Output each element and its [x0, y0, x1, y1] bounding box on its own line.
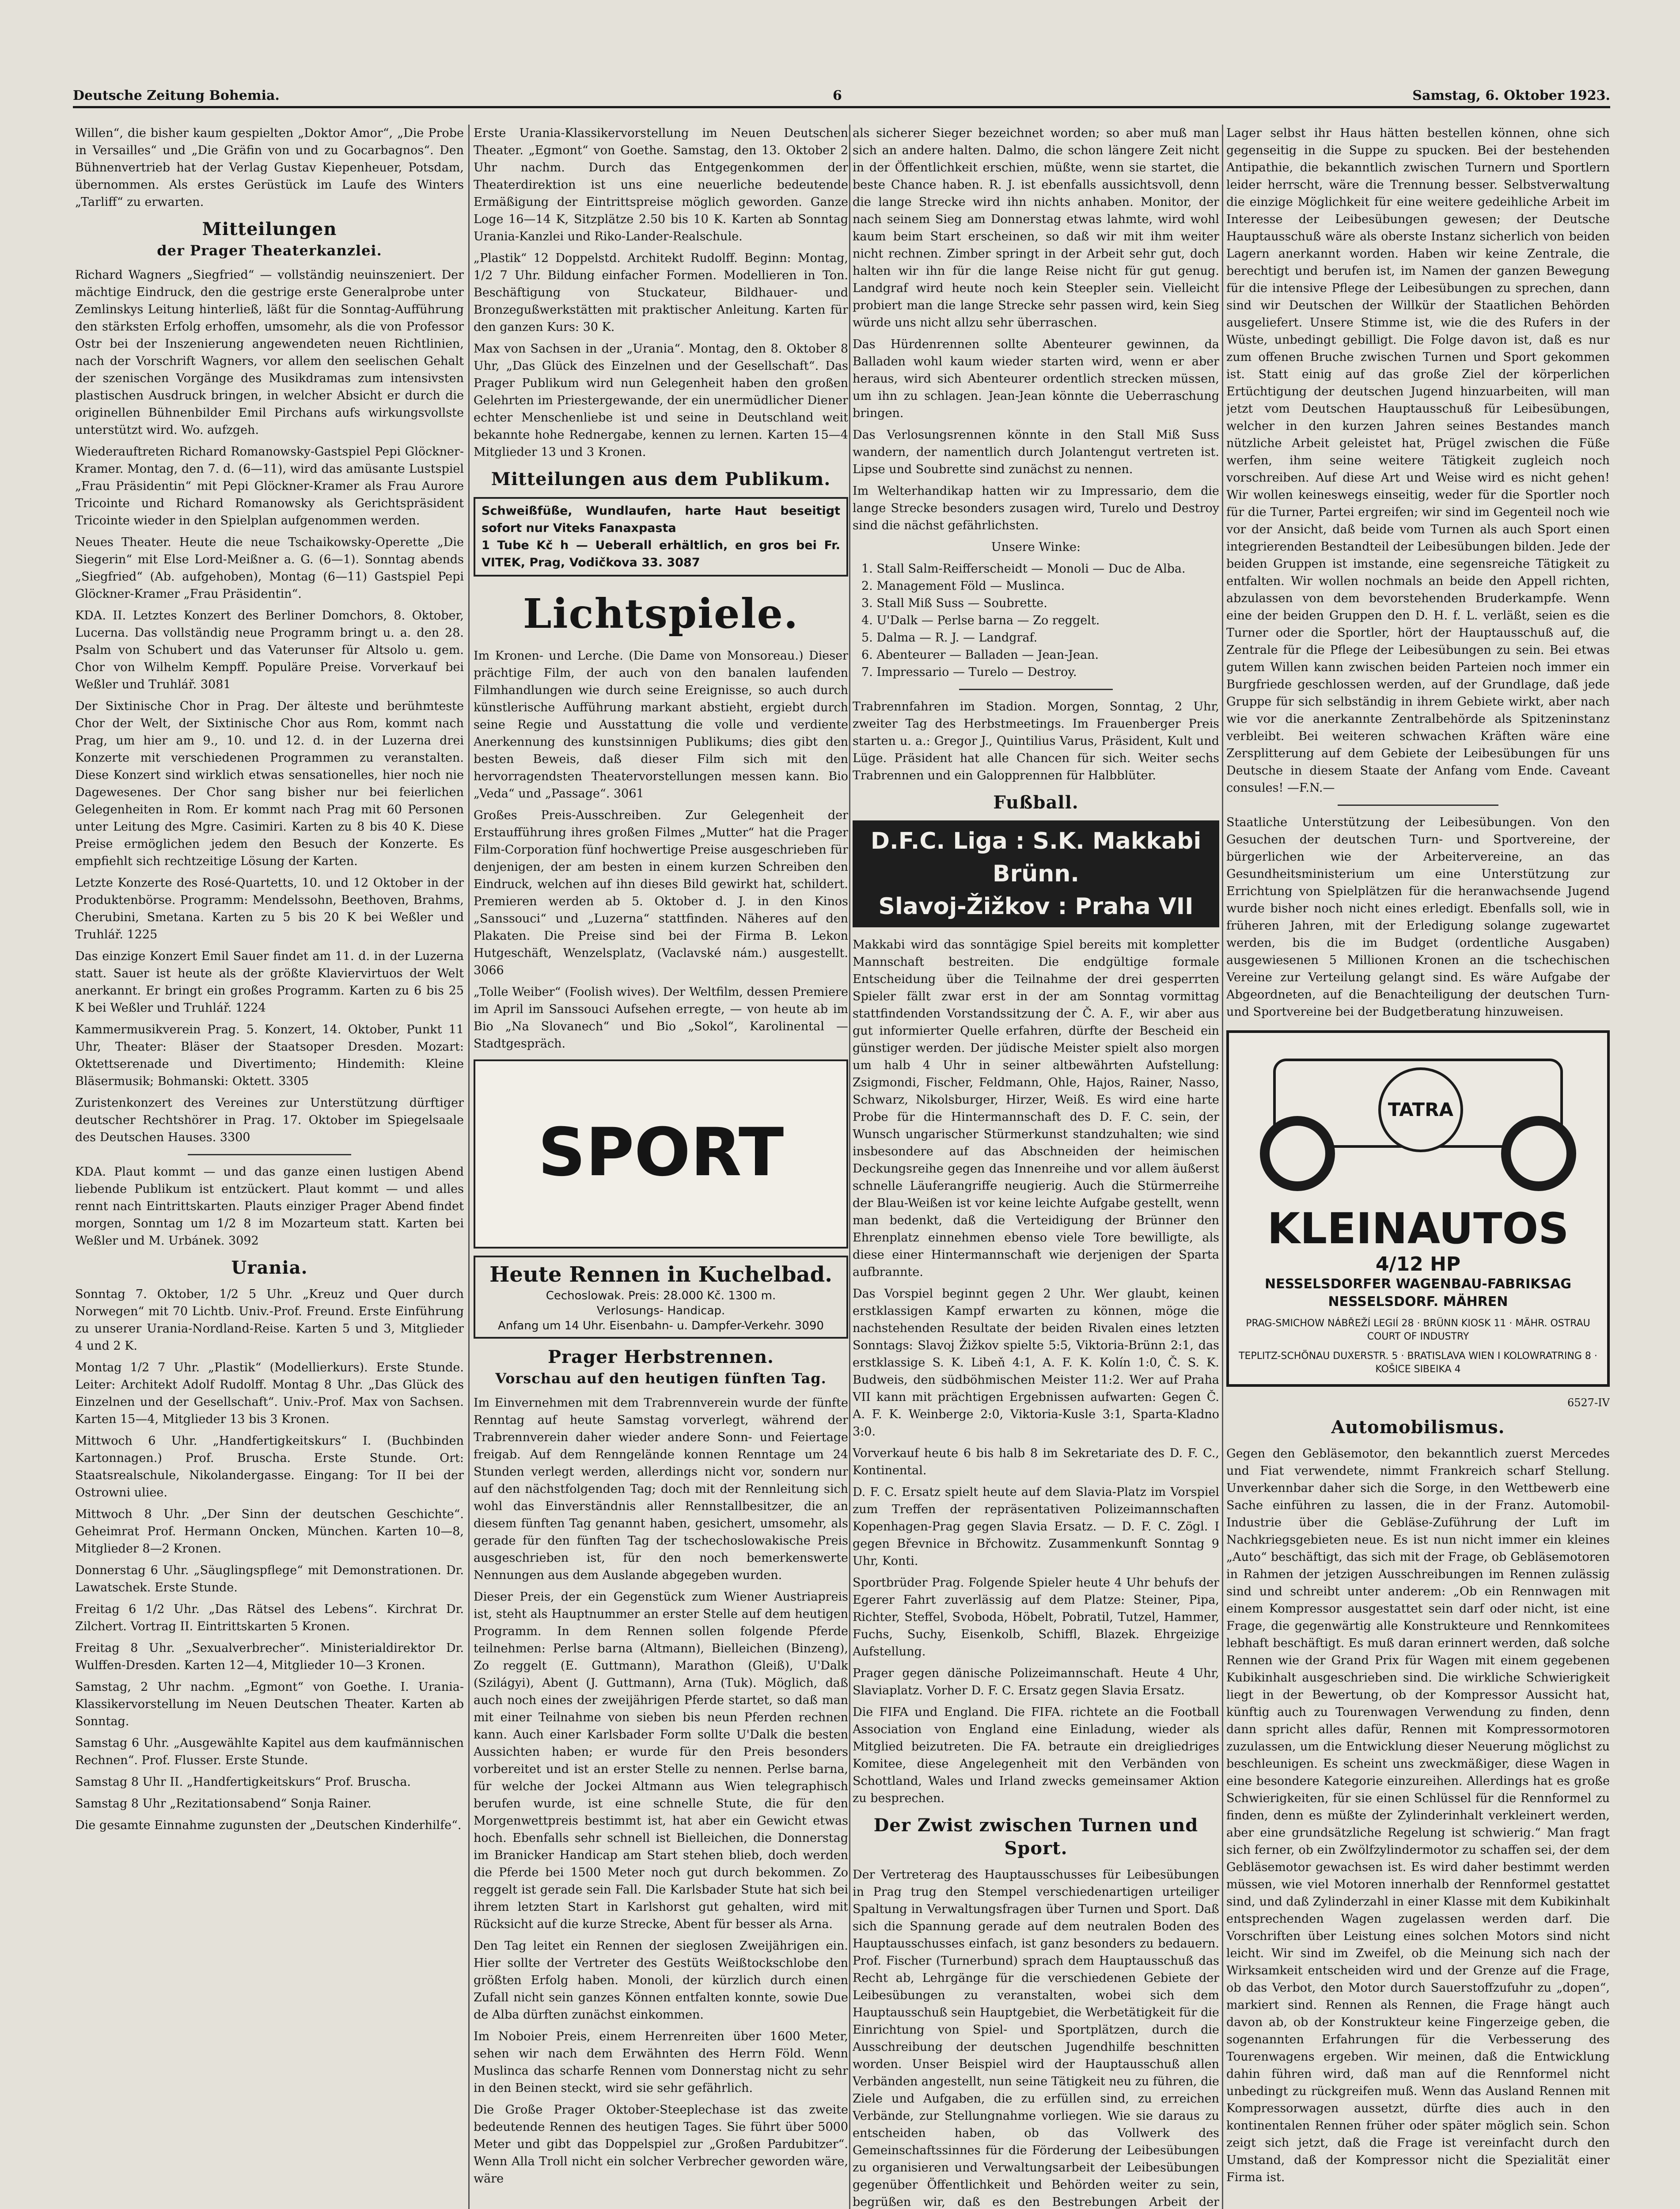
ad-branches: PRAG-SMICHOW NÁBŘEŽÍ LEGIÍ 28 · BRÜNN KIOSK 11 · MÄHR. OSTRAU COURT OF INDUSTRY — [1246, 1318, 1590, 1342]
article-text: Gegen den Gebläsemotor, den bekanntlich zuerst Mercedes und Fiat verwendete, nimmt Frankreich scharf Stellung. Unverkennbar daher sich die Sorge, in den Wettbewerb eine Sache einführen zu lassen, die in der Franz. Automobil-Industrie über die Gebläse-Zuführung der Luft im Nachkriegsgebieten neue. Es ist nun nicht immer ein kleines „Auto“ beschäftigt, das sich mit der Frage, ob Gebläsemotoren in Rahmen der jetzigen Ausschreibungen im Rennen zulässig sind und schreibt unter anderem: „Ob ein Rennwagen mit einem Kompressor ausgestattet sein darf oder nicht, ist eine Frage, die gegenwärtig alle Konstrukteure und Rennkomitees lebhaft beschäftigt. Es muß daran erinnert werden, daß solche Rennen wie der Grand Prix für Wagen mit einem gegebenen Kubikinhalt ausgeschrieben sind. Die wirkliche Schwierigkeit liegt in der Bewertung, ob der Kompressor Aussicht hat, künftig auch zu Tourenwagen Verwendung zu finden, denn dann spricht alles dafür, Rennen mit Kompressormotoren zuzulassen, um die Entwicklung dieser Neuerung möglichst zu beschleunigen. Es scheint uns zweckmäßiger, diese Wagen in eine besondere Kategorie einzureihen. Allerdings hat es große Schwierigkeiten, für sie einen Schlüssel für die Rennformel zu finden, denn es müßte der Zylinderinhalt verkleinert werden, aber eine grundsätzliche Regelung ist schwierig.“ Man fragt sich ferner, ob ein Zwölfzylindermotor zu schaffen sei, der dem Gebläsemotor gewachsen ist. Es wird daher bestimmt werden müssen, wie viel Motoren innerhalb der Rennformel gestattet sind, und daß Zylinderzahl in einer Klasse mit dem Kubikinhalt entsprechenden Wagen zugelassen werden darf. Die Vorschriften über Leistung eines solchen Motors sind nicht leicht. Wir sind im Zweifel, ob die Meinung sich nach der Wirksamkeit entscheiden wird und der Grenze auf die Frage, ob das Verbot, den Motor durch Sauerstoffzufuhr zu „dopen“, markiert sind. Rennen als Rennen, die Frage hängt auch davon ab, ob der Konstrukteur keine Fingerzeige geben, die sogenannten Erfahrungen für die Verbesserung des Tourenwagens ergeben. Wir meinen, daß die Entwicklung dahin führen wird, daß man auf die Rennformel nicht unbedingt zu rückgreifen muß. Wenn das Ausland Rennen mit Kompressorwagen aussetzt, dürfte dies auch in den kontinentalen Rennen früher oder später möglich sein. Schon zeigt sich jetzt, daß die Frage ist vereinfacht durch den Umstand, daß der Kompressor nicht die Spezialität einer Firma ist. — [1226, 1447, 1610, 2184]
article-text: Die gesamte Einnahme zugunsten der „Deutschen Kinderhilfe“. — [75, 1818, 462, 1832]
article-text: Das Hürdenrennen sollte Abenteurer gewinnen, da Balladen wohl kaum wieder starten wird, wenn er aber heraus, wird sich Abenteurer ordentlich strecken müssen, um ihn zu schlagen. Jean-Jean könnte die Ueberraschung bringen. — [853, 338, 1219, 420]
article-text: als sicherer Sieger bezeichnet worden; so aber muß man sich an andere halten. Dalmo, die schon längere Zeit nicht in der Öffentlichkeit erschien, müßte, wenn sie startet, die beste Chance haben. R. J. ist ebenfalls aussichtsvoll, denn die lange Strecke wird ihn nichts anhaben. Monitor, der nach seinem Sieg am Donnerstag etwas lahmte, wird wohl kaum beim Start erscheinen, so daß wir mit ihm weiter nicht rechnen. Zimber springt in der Arbeit sehr gut, doch halten wir ihn für die lange Reise nicht für gut genug. Landgraf wird heute noch kein Steepler sein. Vielleicht probiert man die lange Strecke sehr passen wird, kein Sieg würde uns nicht allzu sehr überraschen. — [853, 126, 1219, 330]
article-text: KDA. II. Letztes Konzert des Berliner Domchors, 8. Oktober, Lucerna. Das vollständig neue Programm bringt u. a. den 28. Psalm von Schubert und das Vaterunser für Altsolo u. gem. Chor von Wilhelm Kempff. Populäre Preise. Vorverkauf bei Weßler und Truhlář. 3081 — [75, 609, 464, 691]
article-text: Im Welterhandikap hatten wir zu Impressario, dem die lange Strecke besonders zusagen wird, Turelo und Destroy sind die nächst gefährlichsten. — [853, 484, 1219, 532]
section-heading: Automobilismus. — [1331, 1417, 1505, 1438]
race-advertisement — [474, 1256, 848, 1339]
race-detail: Cechoslowak. Preis: 28.000 Kč. 1300 m. — [546, 1289, 776, 1302]
article-text: Samstag 6 Uhr. „Ausgewählte Kapitel aus dem kaufmännischen Rechnen“. Prof. Flusser. Erste Stunde. — [75, 1736, 464, 1767]
race-title: Heute Rennen in Kuchelbad. — [489, 1262, 832, 1287]
article-text: Sonntag 7. Oktober, 1/2 5 Uhr. „Kreuz und Quer durch Norwegen“ mit 70 Lichtb. Univ.-Prof. Freund. Erste Einführung zu unserer Urania-Nordland-Reise. Karten 5 und 3, Mitglieder 4 und 2 K. — [75, 1287, 464, 1353]
article-text: Prager gegen dänische Polizeimannschaft. Heute 4 Uhr, Slaviaplatz. Vorher D. F. C. Ersatz gegen Slavia Ersatz. — [853, 1666, 1219, 1697]
article-text: Das einzige Konzert Emil Sauer findet am 11. d. in der Luzerna statt. Sauer ist heute als der größte Klaviervirtuos der Welt anerkannt. Er bringt ein großes Programm. Karten zu 6 bis 25 K bei Weßler und Truhlář. 1224 — [75, 949, 464, 1015]
article-text: Samstag 8 Uhr „Rezitationsabend“ Sonja Rainer. — [75, 1797, 372, 1810]
article-text: Freitag 6 1/2 Uhr. „Das Rätsel des Lebens“. Kirchrat Dr. Zilchert. Vortrag II. Eintrittskarten 5 Kronen. — [75, 1602, 464, 1633]
ad-title: KLEINAUTOS — [1267, 1204, 1569, 1253]
section-heading: Mitteilungen aus dem Publikum. — [491, 469, 831, 490]
section-heading — [474, 1346, 848, 1388]
match-banner — [853, 820, 1219, 927]
article-text: D. F. C. Ersatz spielt heute auf dem Slavia-Platz im Vorspiel zum Treffen der repräsentativen Polizeimannschaften Kopenhagen-Prag gegen Slavia Ersatz. — D. F. C. Zögl. I gegen Břevnice in Břchowitz. Zusammenkunft Sonntag 9 Uhr, Konti. — [853, 1485, 1219, 1568]
header-date: Samstag, 6. Oktober 1923. — [1412, 88, 1610, 103]
ad-branches: TEPLITZ-SCHÖNAU DUXERSTR. 5 · BRATISLAVA WIEN I KOLOWRATRING 8 · KOŠICE SIBEIKA 4 — [1239, 1351, 1597, 1375]
article-text: Wiederauftreten Richard Romanowsky-Gastspiel Pepi Glöckner-Kramer. Montag, den 7. d. (6—11), wird das amüsante Lustspiel „Frau Präsidentin“ mit Pepi Glöckner-Kramer als Frau Aurore Tricointe und Richard Romanowsky als Gerichtspräsident Tricointe wieder in den Spielplan aufgenommen werden. — [75, 445, 464, 528]
tips-title: Unsere Winke: — [991, 540, 1081, 554]
article-text: Der Sixtinische Chor in Prag. Der älteste und berühmteste Chor der Welt, der Sixtinische Chor aus Rom, kommt nach Prag, um hier am 9., 10. und 12. d. in der Luzerna drei Konzerte mit verschiedenen Programmen zu veranstalten. Diese Konzert sind wirklich etwas sensationelles, hier noch nie Dagewesenes. Der Chor sang bisher nur bei feierlichen Gelegenheiten in Rom. Er kommt nach Prag mit 60 Personen unter Leitung des Mgre. Casimiri. Karten zu 8 bis 40 K. Diese Preise ermöglichen jedem den Besuch der Konzerte. Es empfiehlt sich rechtzeitige Lösung der Karten. — [75, 699, 464, 868]
article-text: Willen“, die bisher kaum gespielten „Doktor Amor“, „Die Probe in Versailles“ und „Die Gräfin von und zu Gocarbagnos“. Den Bühnenvertrieb hat der Verlag Gustav Kiepenheuer, Potsdam, übernommen. Als erstes Gerüstück im Laufe des Winters „Tarliff“ zu erwarten. — [75, 126, 464, 209]
tatra-advertisement — [1226, 1030, 1610, 1387]
car-wheel — [1260, 1116, 1335, 1191]
article-text: Zuristenkonzert des Vereines zur Unterstützung dürftiger deutscher Rechtshörer in Prag. 17. Oktober im Spiegelsaale des Deutschen Hauses. 3300 — [75, 1096, 464, 1144]
match-banner-line: D.F.C. Liga : S.K. Makkabi Brünn. — [870, 828, 1202, 887]
article-text: Samstag, 2 Uhr nachm. „Egmont“ von Goethe. I. Urania-Klassikervorstellung im Neuen Deutschen Theater. Karten ab Sonntag. — [75, 1680, 464, 1728]
section-heading: Urania. — [231, 1257, 308, 1278]
article-text: Montag 1/2 7 Uhr. „Plastik“ (Modellierkurs). Erste Stunde. Leiter: Architekt Adolf Rudolff. Montag 8 Uhr. „Das Glück des Einzelnen und der Gesellschaft“. Univ.-Prof. Max von Sachsen. Karten 15—4, Mitglieder 13 bis 3 Kronen. — [75, 1361, 464, 1426]
article-text: Den Tag leitet ein Rennen der sieglosen Zweijährigen ein. Hier sollte der Vertreter des Gestüts Weißtockschlobe den größten Erfolg haben. Monoli, der kürzlich durch einen Zufall nicht sein ganzes Können entfalten konnte, sowie Due de Alba dürften zunächst einkommen. — [474, 1939, 848, 2022]
article-text: Samstag 8 Uhr II. „Handfertigkeitskurs“ Prof. Bruscha. — [75, 1775, 411, 1789]
article-text: Max von Sachsen in der „Urania“. Montag, den 8. Oktober 8 Uhr, „Das Glück des Einzelnen und der Gesellschaft“. Das Prager Publikum wird nun Gelegenheit haben den großen Gelehrten im Priestergewande, der ein unermüdlicher Diener echter Menschenliebe ist und seine in Deutschland weit bekannte hohe Rednergabe, kennen zu lernen. Karten 15—4 Mitglieder 13 und 3 Kronen. — [474, 342, 848, 459]
article-text: Letzte Konzerte des Rosé-Quartetts, 10. und 12 Oktober in der Produktenbörse. Programm: Mendelssohn, Beethoven, Brahms, Cherubini, Smetana. Karten zu 5 bis 20 K bei Weßler und Truhlář. 1225 — [75, 876, 464, 941]
ad-text: Schweißfüße, Wundlaufen, harte Haut beseitigt sofort nur Viteks Fanaxpasta — [482, 504, 840, 535]
article-text: Richard Wagners „Siegfried“ — vollständig neuinszeniert. Der mächtige Eindruck, den die gestrige erste Generalprobe unter Zemlinskys Leitung hinterließ, läßt für die Sonntag-Aufführung den stärksten Erfolg erhoffen, umsomehr, als die von Professor Ostr bei der Inszenierung angewendeten neuen Richtlinien, nach der Vorschrift Wagners, vor allem den seelischen Gehalt der szenischen Vorgänge des Musikdramas zum intensivsten plastischen Ausdruck bringen, in welcher Absicht er durch die originellen Bühnenbilder Emil Pirchans aufs wirkungsvollste unterstützt wird. Wo. aufzgeh. — [75, 268, 464, 437]
article-text: Makkabi wird das sonntägige Spiel bereits mit kompletter Mannschaft bestreiten. Die endgültige formale Entscheidung über die Teilnahme der drei gesperrten Spieler fällt zwar erst in der am Sonntag vormittag stattfindenden Vorstandssitzung der Č. A. F., wir aber aus gut informierter Quelle erfahren, dürfte der Bescheid ein günstiger werden. Der jüdische Meister spielt also morgen um halb 4 Uhr in seiner altbewährten Aufstellung: Zsigmondi, Fischer, Feldmann, Ohle, Hajos, Rainer, Nasso, Schwarz, Nikolsburger, Hirzer, Weiß. Es wird eine harte Probe für die Hintermannschaft des D. F. C. sein, der Wunsch ungarischer Stürmerkunst standzuhalten; wie sind insbesondere auf das Abschneiden der heimischen Deckungsreihe gegen das Innenreihe und vor allem äußerst schnelle Läuferangriffe neugierig. Auch die Stürmerreihe der Blau-Weißen ist vor keine leichte Aufgabe gestellt, wenn man bedenkt, daß die Verteidigung der Brünner den Ehrenplatz einnehmen ebenso viele Tore bewilligte, als diese einer Hintermannschaft wie derjenigen der Sparta aufbrannte. — [853, 938, 1219, 1279]
article-text: Das Verlosungsrennen könnte in den Stall Miß Suss wandern, der namentlich durch Jolantengut vertreten ist. Lipse und Soubrette sind zunächst zu nennen. — [853, 428, 1219, 476]
advertisement-box — [474, 497, 848, 577]
column-1 — [75, 125, 464, 2209]
page-header — [73, 87, 1610, 108]
article-text: „Tolle Weiber“ (Foolish wives). Der Weltfilm, dessen Premiere im April im Sanssouci Aufsehen erregte, — von heute ab im Bio „Na Slovanech“ und Bio „Sokol“, Karolinental — Stadtgespräch. — [474, 985, 848, 1051]
article-text: Freitag 8 Uhr. „Sexualverbrecher“. Ministerialdirektor Dr. Wulffen-Dresden. Karten 12—4, Mitglieder 10—3 Kronen. — [75, 1641, 464, 1672]
article-text: Im Noboier Preis, einem Herrenreiten über 1600 Meter, sehen wir nach dem Erwähnten des Herrn Föld. Wenn Muslinca das scharfe Rennen vom Donnerstag nicht zu sehr in den Beinen steckt, wird sie sehr gefährlich. — [474, 2030, 848, 2095]
article-text: Erste Urania-Klassikervorstellung im Neuen Deutschen Theater. „Egmont“ von Goethe. Samstag, den 13. Oktober 2 Uhr nachm. Durch das Entgegenkommen der Theaterdirektion ist uns eine neuerliche bedeutende Ermäßigung der Eintrittspreise möglich geworden. Ganze Loge 16—14 K, Sitzplätze 2.50 bis 10 K. Karten ab Sonntag Urania-Kanzlei und Riko-Lander-Realschule. — [474, 126, 848, 243]
article-text: Staatliche Unterstützung der Leibesübungen. Von den Gesuchen der deutschen Turn- und Sportvereine, der bürgerlichen wie der Arbeitervereine, an das Gesundheitsministerium um eine Unterstützung zur Errichtung von Spielplätzen für die heranwachsende Jugend wurde bisher noch nicht eines erledigt. Ebenfalls soll, wie in früheren Jahren, mit der Erledigung solange zugewartet werden, bis die im Budget (ordentliche Ausgaben) ausgewiesenen 5 Millionen Kronen an die tschechischen Vereine zur Verteilung gelangt sind. Es wäre Aufgabe der Abgeordneten, auf die Benachteiligung der deutschen Turn- und Sportvereine bei der Budgetberatung hinzuweisen. — [1226, 816, 1610, 1019]
article-text: Dieser Preis, der ein Gegenstück zum Wiener Austriapreis ist, steht als Hauptnummer an erster Stelle auf dem heutigen Programm. In dem Rennen sollen folgende Pferde teilnehmen: Perlse barna (Altmann), Bielleichen (Binzeng), Zo reggelt (E. Guttmann), Marathon (Gleiß), U'Dalk (Szilágyi), Abent (J. Guttmann), Arna (Tuk). Möglich, daß auch noch eines der zweijährigen Pferde startet, so daß man mit einer Teilnahme von sieben bis neun Pferden rechnen kann. Auch einer Karlsbader Form sollte U'Dalk die besten Aussichten haben; er wurde für den Preis besonders vorbereitet und ist an erster Stelle zu nennen. Perlse barna, für welche der Jockei Altmann aus Wien telegraphisch berufen wurde, ist eine schnelle Stute, die für den Morgenwettpreis bestimmt ist, hat aber ein Gewicht etwas hoch. Ebenfalls sehr schnell ist Bielleichen, die Donnerstag im Branicker Handicap am Start stehen blieb, doch werden die Pferde bei 1500 Meter noch gut durch bekommen. Zo reggelt ist gerade sein Fall. Die Karlsbader Stute hat sich bei ihrem letzten Start in Karlshorst gut gehalten, wird mit Rücksicht auf die kurze Strecke, Abent für besser als Arna. — [474, 1590, 848, 1931]
match-banner-line: Slavoj-Žižkov : Praha VII — [878, 893, 1194, 920]
tatra-logo: TATRA — [1378, 1067, 1463, 1152]
article-text: Sportbrüder Prag. Folgende Spieler heute 4 Uhr behufs der Egerer Fahrt zuverlässig auf dem Platze: Steiner, Pipa, Richter, Steffel, Svoboda, Höbelt, Pobratil, Tutzel, Hammer, Fuchs, Suchy, Eisenkolb, Schiffl, Blazek. Ehrgeizige Aufstellung. — [853, 1576, 1219, 1659]
article-text: KDA. Plaut kommt — und das ganze einen lustigen Abend liebende Publikum ist entzückert. Plaut kommt — und alles rennt nach Eintrittskarten. Plauts einziger Prager Abend findet morgen, Sonntag um 1/2 8 im Mozarteum statt. Karten bei Weßler und M. Urbánek. 3092 — [75, 1165, 464, 1248]
ad-company: NESSELSDORFER WAGENBAU-FABRIKSAG — [1265, 1276, 1571, 1292]
section-heading: Fußball. — [993, 792, 1079, 813]
article-text: Im Einvernehmen mit dem Trabrennverein wurde der fünfte Renntag auf heute Samstag vorverlegt, während der Trabrennverein daher wieder andere Sonn- und Feiertage freigab. Auf dem Renngelände konnen Renntage um 24 Stunden verlegt werden, allerdings nicht vor, sondern nur auf den nächstfolgenden Tag; doch mit der Rennleitung sich wohl das Einverständnis aller Rennstallbesitzer, die an diesem fünften Tag genannt haben, gesichert, umsomehr, als gerade für den fünften Tag der tschechoslowakische Preis ausgeschrieben ist, für den noch bemerkenswerte Nennungen aus dem Auslande abgegeben wurden. — [474, 1396, 848, 1582]
article-text: Der Vertreterag des Hauptausschusses für Leibesübungen in Prag trug den Stempel verschiedenartigen urteiliger Spaltung in Verwaltungsfragen über Turnen und Sport. Daß sich die Spannung gerade auf dem neutralen Boden des Hauptausschusses einfach, ist ganz besonders zu bedauern. Prof. Fischer (Turnerbund) sprach dem Hauptausschuß das Recht ab, Lehrgänge für die verschiedenen Gebiete der Leibesübungen zu veranstalten, wobei sich dem Hauptausschuß sein Hauptgebiet, die Werbetätigkeit für die Einrichtung von Spiel- und Sportplätzen, durch die Ausschreibung der deutschen Jugendhilfe beschnitten worden. Unser Beispiel wird der Hauptausschuß allen Verbänden angestellt, nun seine Tätigkeit neu zu führen, die Ziele und Aufgaben, die zu erfüllen sind, zu erreichen Verbände, zur Stellungnahme vorliegen. Wie sie daraus zu entscheiden haben, ob das Vollwerk des Gemeinschaftssinnes für die Förderung der Leibesübungen zu organisieren und Verwaltungsarbeit der Leibesübungen gegenüber Öffentlichkeit und Behörden weiter zu sein, begrüßen wir, daß es den Bestrebungen Arbeit der — [853, 1868, 1219, 2209]
section-subtitle: der Prager Theaterkanzlei. — [157, 242, 382, 259]
header-page-number: 6 — [833, 88, 842, 103]
column-rule — [849, 125, 850, 2209]
tips-list: 1. Stall Salm-Reifferscheidt — Monoli — Duc de Alba. 2. Management Föld — Muslinca. 3. Stall Miß Suss — Soubrette. 4. U'Dalk — Perlse barna — Zo reggelt. 5. Dalma — R. J. — Landgraf. 6. Abenteurer — Balladen — Jean-Jean. 7. Impressario — Turelo — Destroy. — [861, 562, 1186, 679]
article-text: Mittwoch 8 Uhr. „Der Sinn der deutschen Geschichte“. Geheimrat Prof. Hermann Oncken, München. Karten 10—8, Mitglieder 8—2 Kronen. — [75, 1507, 464, 1556]
section-title: Mitteilungen — [202, 219, 337, 239]
article-text: Trabrennfahren im Stadion. Morgen, Sonntag, 2 Uhr, zweiter Tag des Herbstmeetings. Im Frauenberger Preis starten u. a.: Gregor J., Quintilius Varus, Präsident, Kult und Lüge. Präsident hat alle Chancen für sich. Weiter sechs Trabrennen und ein Galopprennen für Halbblüter. — [853, 700, 1219, 782]
header-paper-name: Deutsche Zeitung Bohemia. — [73, 88, 280, 103]
race-detail: Anfang um 14 Uhr. Eisenbahn- u. Dampfer-Verkehr. 3090 — [498, 1319, 824, 1332]
ad-code: 6527-IV — [1567, 1397, 1610, 1409]
article-text: „Plastik“ 12 Doppelstd. Architekt Rudolff. Beginn: Montag, 1/2 7 Uhr. Bildung einfacher Formen. Modellieren in Ton. Beschäftigung von Stuckateur, Bildhauer- und Bronzegußwerkstätten mit praktischer Anleitung. Karten für den ganzen Kurs: 30 K. — [474, 251, 848, 334]
ad-horsepower: 4/12 HP — [1375, 1253, 1461, 1275]
sport-illustration-text: SPORT — [538, 1114, 784, 1191]
section-title: Prager Herbstrennen. — [548, 1347, 774, 1367]
column-3 — [853, 125, 1219, 2209]
article-text: Kammermusikverein Prag. 5. Konzert, 14. Oktober, Punkt 11 Uhr, Theater: Bläser der Staatsoper Dresden. Mozart: Oktettserenade und Divertimento; Hindemith: Kleine Bläsermusik; Bohmanski: Oktett. 3305 — [75, 1023, 464, 1088]
race-detail: Verlosungs- Handicap. — [596, 1304, 725, 1317]
article-text: Vorverkauf heute 6 bis halb 8 im Sekretariate des D. F. C., Kontinental. — [853, 1446, 1219, 1477]
article-text: Im Kronen- und Lerche. (Die Dame von Monsoreau.) Dieser prächtige Film, der auch von den banalen laufenden Filmhandlungen wie durch seine Ereignisse, so auch durch künstlerische Aufführung markant abstieht, ergiebt durch seine Regie und Ausstattung die volle und verdiente Anerkennung des kunstsinnigen Publikums; dies gibt den besten Beweis, daß dieser Film sich mit den hervorragendsten Theatervorstellungen messen kann. Bio „Veda“ und „Passage“. 3061 — [474, 649, 848, 801]
car-illustration — [1238, 1041, 1598, 1200]
article-text: Die Große Prager Oktober-Steeplechase ist das zweite bedeutende Rennen des heutigen Tages. Sie führt über 5000 Meter und gibt das Doppelspiel zur „Großen Pardubitzer“. Wenn Alla Troll nicht ein solcher Verbrecher geworden wäre, wäre — [474, 2103, 848, 2186]
article-text: Das Vorspiel beginnt gegen 2 Uhr. Wer glaubt, keinen erstklassigen Kampf erwarten zu können, möge die nachstehenden Resultate der beiden Rivalen eines letzten Sonntags: Slavoj Žižkov spielte 5:5, Viktoria-Brünn 2:1, das erstklassige S. K. Libeň 4:1, A. F. K. Kolín 1:0, Č. S. K. Budweis, den südböhmischen Meister 11:2. Wer auf Praha VII kann mit prächtigen Ergebnissen aufwarten: Gegen Č. A. F. K. Weinberge 2:0, Viktoria-Kusle 3:1, Sparta-Kladno 3:0. — [853, 1287, 1219, 1439]
section-heading: Der Zwist zwischen Turnen und Sport. — [873, 1815, 1198, 1859]
column-2 — [474, 125, 848, 2209]
divider — [1338, 805, 1499, 806]
car-wheel — [1501, 1116, 1576, 1191]
column-rule — [468, 125, 470, 2209]
section-heading — [75, 218, 464, 260]
section-heading: Lichtspiele. — [523, 590, 799, 638]
article-text: Die FIFA und England. Die FIFA. richtete an die Football Association von England eine Einladung, wieder als Mitglied beizutreten. Die FA. betraute ein dreigliedriges Komitee, diese Angelegenheit mit den Verbänden von Schottland, Wales und Irland zwecks gemeinsamer Aktion zu besprechen. — [853, 1705, 1219, 1805]
column-rule — [1222, 125, 1223, 2209]
ad-text: 1 Tube Kč h — Ueberall erhältlich, en gros bei Fr. VITEK, Prag, Vodičkova 33. 3087 — [482, 539, 840, 569]
sport-illustration — [474, 1059, 848, 1249]
divider — [959, 689, 1113, 690]
divider — [188, 1154, 351, 1155]
article-text: Großes Preis-Ausschreiben. Zur Gelegenheit der Erstaufführung ihres großen Filmes „Mutter“ hat die Prager Film-Corporation fünf hochwertige Preise ausgeschrieben für denjenigen, der am besten in einem kurzen Schreiben den Eindruck, welchen auf ihn dieses Bild gewirkt hat, schildert. Premieren werden ab 5. Oktober d. J. in den Kinos „Sanssouci“ und „Luzerna“ stattfinden. Näheres auf den Plakaten. Die Preise sind bei der Firma B. Lekon Hutgeschäft, Wenzelsplatz, (Vaclavské nám.) ausgestellt. 3066 — [474, 808, 848, 977]
section-subtitle: Vorschau auf den heutigen fünften Tag. — [495, 1370, 827, 1387]
column-4 — [1226, 125, 1610, 2209]
article-text: Mittwoch 6 Uhr. „Handfertigkeitskurs“ I. (Buchbinden Kartonnagen.) Prof. Bruscha. Erste Stunde. Ort: Staatsrealschule, Nikolandergasse. Eingang: Tor II bei der Ostrowni uliee. — [75, 1434, 464, 1499]
article-text: Donnerstag 6 Uhr. „Säuglingspflege“ mit Demonstrationen. Dr. Lawatschek. Erste Stunde. — [75, 1564, 464, 1594]
ad-company-location: NESSELSDORF. MÄHREN — [1328, 1294, 1508, 1309]
article-text: Neues Theater. Heute die neue Tschaikowsky-Operette „Die Siegerin“ mit Else Lord-Meißner a. G. (6—1). Sonntag abends „Siegfried“ (Ab. aufgehoben), Montag (6—11) Gastspiel Pepi Glöckner-Kramer „Frau Präsidentin“. — [75, 535, 464, 601]
article-text: Lager selbst ihr Haus hätten bestellen können, ohne sich gegenseitig in die Suppe zu spucken. Bei der bestehenden Antipathie, die bekanntlich zwischen Turnern und Sportlern leider herrscht, wäre die Trennung besser. Selbstverwaltung die einzige Möglichkeit für eine weitere gedeihliche Arbeit im Interesse der Leibesübungen gewesen; der Deutsche Hauptausschuß wäre als oberste Instanz sicherlich von beiden Lagern anerkannt worden. Haben wir keine Zentrale, die berechtigt und berufen ist, im Namen der ganzen Bewegung für die intensive Pflege der Leibesübungen zu sprechen, dann sind wir Deutschen der Willkür der Staatlichen Behörden ausgeliefert. Unsere Stimme ist, wie die des Rufers in der Wüste, unbedingt gebilligt. Die Folge davon ist, daß es nur zum offenen Bruche zwischen Turnen und Sport gekommen ist. Statt einig auf das große Ziel der körperlichen Ertüchtigung der deutschen Jugend hinzuarbeiten, will man jetzt vom Deutschen Hauptausschuß für Leibesübungen, welcher in den kurzen Jahren seines Bestandes manch nützliche Arbeit geleistet hat, Prügel zwischen die Füße werfen, ihm seine weitere Tätigkeit zugleich noch vorschreiben. Auf diese Art und Weise wird es nicht gehen! Wir wollen keineswegs einseitig, weder für die Sportler noch für die Turner, Partei ergreifen; wir sind im Gegenteil noch wie vor der Ansicht, daß beide vom Turnen als auch Sport einen integrierenden Bestandteil der Leibesübungen bilden. Jede der beiden Gruppen ist imstande, eine segensreiche Tätigkeit zu entfalten. Wir wollen nochmals an beide den Appell richten, abzulassen von dem bevorstehenden Bruderkampfe. Wenn eine der beiden Gruppen den D. H. f. L. verläßt, seien es die Turner oder die Sportler, hört der Hauptausschuß auf, die Zentrale für die Pflege der Leibesübungen zu sein. Bei etwas gutem Willen kann zwischen beiden Parteien noch immer ein Burgfriede geschlossen werden, auf der Grundlage, daß jede Gruppe für sich selbständig in ihrem Gebiete wirkt, aber nach wie vor die anerkannte Zentralbehörde als Spitzeninstanz verbleibt. Bei weiteren schwachen Kräften wäre eine Zersplitterung auf dem Gebiete der Leibesübungen für uns Deutsche in diesem Staate der Anfang vom Ende. Caveant consules! —F.N.— — [1226, 126, 1610, 795]
